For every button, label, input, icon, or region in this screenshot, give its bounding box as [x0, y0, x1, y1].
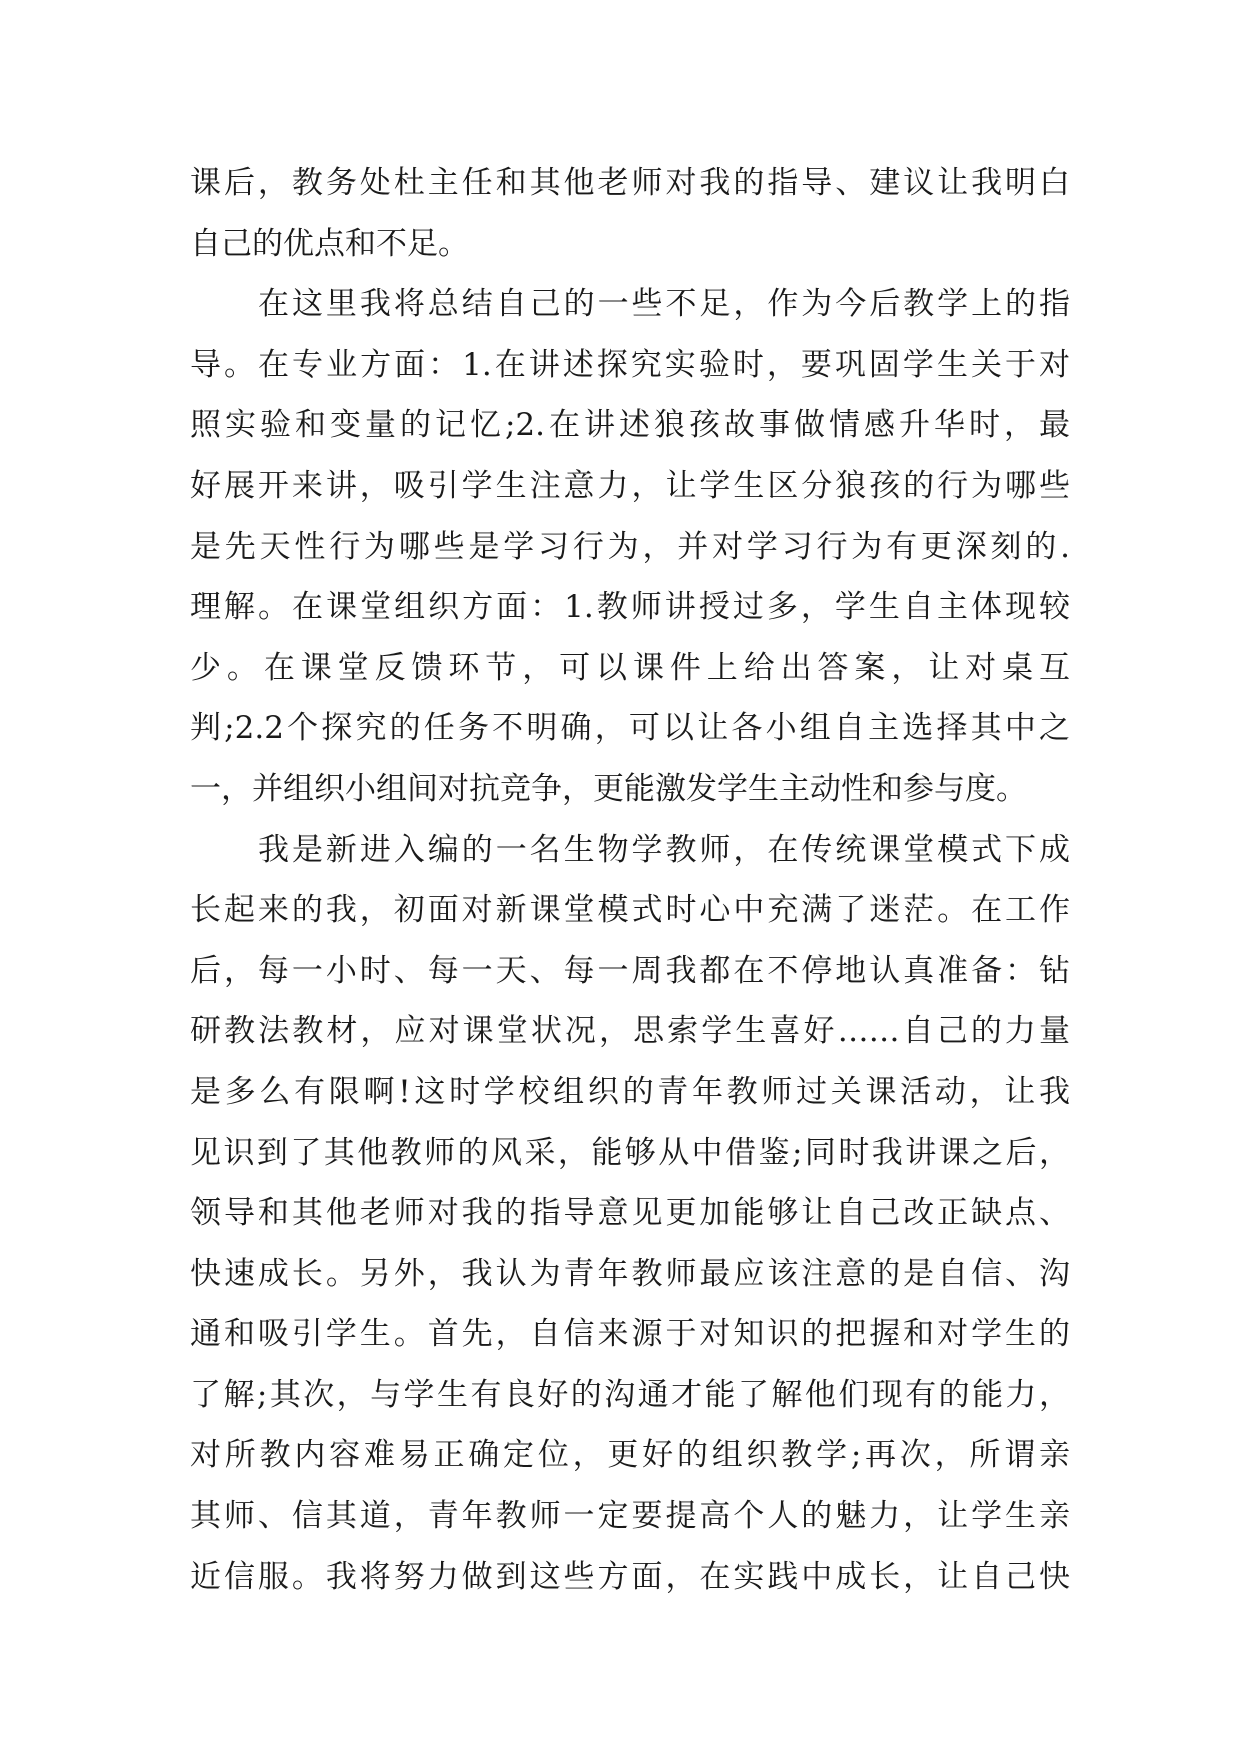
text-line: 课后，教务处杜主任和其他老师对我的指导、建议让我明白: [190, 165, 1070, 201]
text-line: 是多么有限啊!这时学校组织的青年教师过关课活动，让我: [190, 1073, 1070, 1110]
text-line: 自己的优点和不足。: [190, 225, 469, 262]
text-line: 研教法教材，应对课堂状况，思索学生喜好……自己的力量: [190, 1013, 1070, 1050]
document-body: [190, 153, 1070, 1607]
text-line: 导。在专业方面：1.在讲述探究实验时，要巩固学生关于对: [190, 346, 1070, 383]
text-line: 一，并组织小组间对抗竞争，更能激发学生主动性和参与度。: [190, 770, 1027, 807]
text-line: 近信服。我将努力做到这些方面，在实践中成长，让自己快: [190, 1558, 1070, 1595]
text-line: 领导和其他老师对我的指导意见更加能够让自己改正缺点、: [190, 1195, 1070, 1232]
text-line: 了解;其次，与学生有良好的沟通才能了解他们现有的能力，: [190, 1376, 1070, 1413]
text-line: 后，每一小时、每一天、每一周我都在不停地认真准备：钻: [190, 952, 1070, 989]
text-line: 是先天性行为哪些是学习行为，并对学习行为有更深刻的.: [190, 528, 1070, 565]
text-line: 其师、信其道，青年教师一定要提高个人的魅力，让学生亲: [190, 1498, 1070, 1535]
text-line: 长起来的我，初面对新课堂模式时心中充满了迷茫。在工作: [190, 892, 1070, 929]
text-line: 理解。在课堂组织方面：1.教师讲授过多，学生自主体现较: [190, 589, 1070, 626]
text-line: 我是新进入编的一名生物学教师，在传统课堂模式下成: [258, 831, 1070, 868]
text-line: 见识到了其他教师的风采，能够从中借鉴;同时我讲课之后，: [190, 1134, 1070, 1171]
text-line: 通和吸引学生。首先，自信来源于对知识的把握和对学生的: [190, 1316, 1070, 1353]
text-line: 判;2.2个探究的任务不明确，可以让各小组自主选择其中之: [190, 710, 1070, 747]
text-line: 在这里我将总结自己的一些不足，作为今后教学上的指: [258, 286, 1070, 323]
text-line: 好展开来讲，吸引学生注意力，让学生区分狼孩的行为哪些: [190, 467, 1070, 504]
text-line: 对所教内容难易正确定位，更好的组织教学;再次，所谓亲: [190, 1437, 1070, 1474]
text-line: 快速成长。另外，我认为青年教师最应该注意的是自信、沟: [190, 1255, 1070, 1292]
text-line: 照实验和变量的记忆;2.在讲述狼孩故事做情感升华时，最: [190, 407, 1070, 444]
text-line: 少。在课堂反馈环节，可以课件上给出答案，让对桌互: [190, 649, 1070, 686]
